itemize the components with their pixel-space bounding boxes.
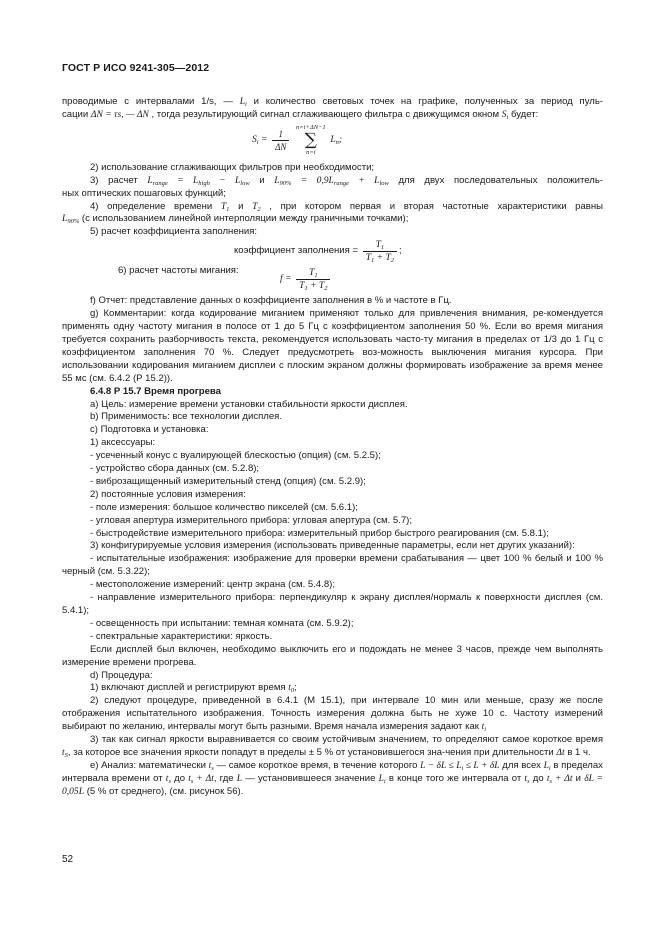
text: 1) включают дисплей и регистрируют время (90, 682, 286, 694)
section-c3d: - освещенность при испытании: темная комната (см. 5.9.2); (90, 617, 354, 629)
text: будет: (510, 108, 539, 120)
section-c3e: - спектральные характеристики: яркость. (90, 630, 273, 642)
formula: $t_s + \Delta t$ (546, 772, 573, 785)
text: в пределах интервала времени от (62, 759, 603, 784)
item-5: 5) расчет коэффициента заполнения: (90, 226, 258, 238)
section-b: b) Применимость: все технологии дисплея. (90, 411, 282, 423)
item-3: 3) расчет $L_{range} = L_{high} - L_{low}$ и $L_{90\%} = 0,9L_{range} + L_{low}$ для двух последовательных положитель- (90, 174, 603, 187)
text: всех (521, 759, 541, 771)
text: и (575, 772, 582, 784)
formula: $L_i$ (239, 96, 247, 108)
section-c2c: - быстродействие измерительного прибора: измерительный прибор быстрого реагирования (см. 5.8.1); (90, 527, 549, 539)
item-4-cont (62, 213, 603, 226)
text: — самое короткое время, в течение которого (216, 759, 418, 771)
section-c2a: - поле измерения: большое количество пикселей (см. 5.6.1); (90, 501, 358, 513)
section-c2b: - угловая апертура измерительного прибора: угловая апертура (см. 5.7); (90, 514, 412, 526)
text: и количество световых точек на графике, полученных за период пуль- (253, 96, 603, 107)
item-2: 2) использование сглаживающих фильтров при необходимости; (90, 161, 375, 173)
section-c1b: - устройство сбора данных (см. 5.2.8); (90, 463, 260, 475)
section-c: c) Подготовка и установка: (90, 424, 209, 436)
formula-smoothing: $S_i$ = $\frac{1}{\Delta N}$ n=i+ΔN−1 ∑ n=i $L_n$; (252, 123, 343, 156)
formula: $t_S$ (62, 746, 68, 759)
formula: $t_s$ (524, 772, 530, 785)
text: в 1 ч. (567, 746, 591, 758)
text: сации (62, 108, 89, 120)
formula: $t_i$ (481, 721, 487, 734)
section-c3a: - испытательные изображения: изображение для проверки времени срабатывания — цвет 100 % белый и 100 % черный (см. 5.3.22); (62, 553, 603, 578)
text: , за которое все значения яркости попадут в пределы ± 5 % от установившегося зна-чения при длительности (67, 746, 554, 758)
section-e (62, 760, 603, 799)
item-4: 4) определение времени $T_1$ и $T_2$ , при котором первая и вторая частотные характеристики равны (90, 200, 604, 213)
formula: $L_{90\%}$ (62, 213, 80, 226)
formula: $L_{range} = L_{high} - L_{low}$ (147, 174, 250, 187)
formula: $S_i$ (501, 108, 509, 121)
section-c3: 3) конфигурируемые условия измерения (использовать приведенные параметры, если нет других указаний): (90, 540, 575, 552)
page-number: 52 (62, 854, 74, 865)
paragraph-intro-line1 (62, 96, 603, 109)
paragraph-intro-line2 (62, 109, 603, 122)
text: , при котором первая и вторая частотные характеристики равны (269, 200, 604, 212)
text: коэффициент заполнения = (234, 245, 359, 257)
section-c4: Если дисплей был включен, необходимо выключить его и подождать не менее 3 часов, прежде чем выполнять измерение времени прогрева. (62, 643, 603, 668)
formula: $L_i$ (378, 772, 386, 785)
document-header: ГОСТ Р ИСО 9241-305—2012 (62, 62, 210, 74)
formula: $t_s$ (165, 772, 171, 785)
section-d2 (62, 695, 603, 734)
section-c1c: - виброзащищенный измерительный стенд (опция) (см. 5.2.9); (90, 475, 366, 487)
text: для двух последовательных положитель- (398, 174, 603, 186)
formula: Δt (556, 746, 565, 758)
text: — установившееся значение (245, 772, 376, 784)
text: e) Анализ: математически (90, 759, 206, 771)
section-heading: 6.4.8 Р 15.7 Время прогрева (90, 385, 221, 397)
formula-frequency: 6) расчет частоты мигания: f = $\frac{T_1}{T_1 + T_2}$ (62, 265, 603, 295)
text: для (502, 759, 519, 771)
section-c1: 1) аксессуары: (90, 437, 156, 449)
formula: $T_1$ (220, 200, 230, 213)
section-a: а) Цель: измерение времени установки стабильности яркости дисплея. (90, 398, 408, 410)
text: до (174, 772, 186, 784)
formula: $L_{90\%} = 0,9L_{range} + L_{low}$ (274, 174, 389, 187)
text: 3) так как сигнал яркости выравнивается со своим устойчивым значением, то определяют самое короткое время (90, 734, 603, 746)
text: (5 % от среднего), (см. рисунок 56). (86, 785, 244, 797)
text: проводимые с интервалами 1/s, — (62, 96, 233, 107)
section-c1a: - усеченный конус с вуалирующей блескостью (опция) (см. 5.2.5); (90, 450, 381, 462)
document-body (62, 96, 603, 799)
text: 3) расчет (90, 174, 138, 186)
text: , где (213, 772, 234, 784)
report-g: g) Комментарии: когда кодирование миганием применяют только для привлечения внимания, ре-комендуется применять одну частоту мигания в полосе от 1 до 5 Гц с коэффициентом заполнения 50 %. Если во время мигания требуется сохранить разборчивость текста, рекомендуется использовать часто-ту мигания в пределах от 1/3 до 1 Гц с коэффициентом заполнения 70 %. Следует предусмотреть воз-можность выключения мигания курсора. При использовании кодирования миганием дисплеи с плоским экраном должны формировать изображение за время менее 55 мс (см. 6.4.2 (Р 15.2)). (62, 308, 603, 384)
formula: $T_2$ (252, 200, 261, 213)
formula: δL = 0,05L (62, 772, 604, 797)
formula: $L - \delta L \le L_i \le L + \delta L$ (420, 759, 500, 772)
section-c3b: - местоположение измерений: центр экрана (см. 5.4.8); (90, 579, 335, 591)
item-3-cont: ных оптических пошаговых функций; (62, 187, 226, 199)
text: , тогда результирующий сигнал сглаживающего фильтра с движущимся окном (151, 108, 500, 120)
section-c2: 2) постоянные условия измерения: (90, 488, 246, 500)
formula-duty: коэффициент заполнения = $\frac{T_1}{T_1 + T_2}$ ; (234, 239, 402, 265)
formula: L (236, 772, 243, 784)
formula: ΔN = τs, — ΔN (90, 108, 149, 120)
text: 2) следуют процедуре, приведенной в 6.4.1 (М 15.1), при интервале 10 мин или меньше, сразу же после отображения испытательного изображения. Точность измерения должна быть не хуже 10 с. Частоту измерений выбирают по желанию, интервалы могут быть разными. Время начала измерения задают как (62, 695, 603, 733)
formula: $t_s + \Delta t$ (188, 772, 214, 785)
section-d1: 1) включают дисплей и регистрируют время $t_0$; (90, 682, 297, 695)
item-6: 6) расчет частоты мигания: (118, 265, 239, 277)
formula: $t_0$ (288, 682, 295, 695)
text: (с использованием линейной интерполяции между граничными точками); (81, 213, 409, 225)
report-f: f) Отчет: представление данных о коэффициенте заполнения в % и частоте в Гц. (90, 295, 452, 307)
text: до (532, 772, 544, 784)
formula: $L_i$ (543, 759, 551, 772)
text: 4) определение времени (90, 200, 213, 212)
section-c3c: - направление измерительного прибора: перпендикуляр к экрану дисплея/нормаль к поверхности дисплея (см. 5.4.1); (62, 592, 603, 616)
section-d: d) Процедура: (90, 669, 153, 681)
formula: $t_s$ (208, 759, 214, 772)
text: в конце того же интервала от (388, 772, 522, 784)
section-d3 (62, 734, 603, 760)
